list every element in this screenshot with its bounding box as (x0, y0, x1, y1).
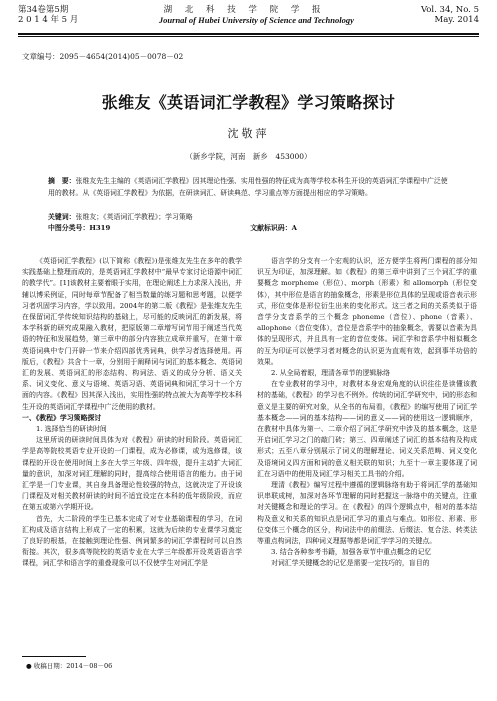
volume-issue-cn: 第34卷第5期 (18, 5, 69, 15)
paragraph: 语言学的分支有一个宏观的认识，还方便学生将两门课程的部分知识互为印证，加深理解。如《教程》的第三章中讲到了三个词汇学的重要概念 morpheme（形位）、morph（形素）和 allomorph（形位变体），其中形位是语言的抽象概念，形素是形位具体的呈现或语音表示形式，形位变体是形位衍生出来的变化形式。这三者之间的关系类似于语音学分支音系学的三个概念 phoneme（音位）、phone（音素）、allophone（音位变体），音位是音系学中的抽象概念，需要以音素为具体的呈现形式，并且具有一定的音位变体。词汇学和音系学中相似概念的互为印证可以使学习者对概念的认识更为直观有效，起到事半功倍的效果。 (257, 257, 477, 366)
paragraph: 在专业教材的学习中，对教材本身宏观角度的认识往往是读懂该教材的基础，《教程》的学习也不例外。传统的词汇学研究中，词的形态和意义是主要的研究对象，从全书的布局看，《教程》的编写使用了词汇学基本概念——词的基本结构——词的意义——词的使用这一逻辑顺序，在教材中具体为第一、二章介绍了词汇学研究中涉及的基本概念，这是开启词汇学习之门的敲门砖；第三、四章阐述了词汇的基本结构及构成形式；五至八章分别展示了词义的理解理论、词义关系范畴、词义变化及语境词义四方面和词的意义相关联的知识；九至十一章主要体现了词汇在习语中的使用及词汇学习相关工具书的介绍。 (257, 380, 477, 478)
abstract-text: 张维友先生主编的《英语词汇学教程》因其理论性强、实用性强的特征成为高等学校本科生开设的英语词汇学课程中广泛使用的教材。从《英语词汇学教程》为依据，在研读词汇、研读典范、学习重点等方面提出相应的学习策略。 (48, 177, 448, 197)
article-number: 文章编号：2095－4654(2014)05－0078－02 (22, 52, 184, 61)
section-heading: 3. 结合各种参考书籍，加强各章节中重点概念的记忆 (271, 548, 432, 557)
section-heading: 一、《教程》学习策略探讨 (22, 413, 102, 422)
paragraph: 《英语词汇学教程》(以下简称《教程》)是张维友先生在多年的教学实践基础上整理而成的，是英语词汇学教材中“最早专家讨论语源中词汇的教学代”。[1]该教材主要着眼于实用，在理论阐述上力求深入浅出，并辅以博采例证，同时每章节配备了相当数量的练习题和思考题，以便学习者巩固学习内容，学以致用。2004年的第二版《教程》是张维友先生在保留词汇学传统知识结构的基础上，尽可能的反映词汇的新发展，将本学科新的研究成果融入教材，把原版第二章增写词节用于阐述当代英语的特征和发展趋势，第三章中的部分内容独立成章并重写，在第十章英语词典中专门开辟一节来介绍四部优秀词典，供学习者选择使用。再版后，《教程》共含十一章，分别用于阐释词与词汇的基本概念、英语词汇的发展、英语词汇的形态结构、构词法、语义的成分分析、语义关系、词义变化、意义与语境、英语习语、英语词典和词汇学习十一个方面的内容。《教程》因其深入浅出，实用性强的特点被大为高等学校本科生开设的英语词汇学课程中广泛使用的教材。 (22, 257, 242, 411)
paragraph: 对词汇学关键概念的记忆是需要一定技巧的，盲目的 (271, 559, 430, 568)
document-code: 文献标识码：A (250, 224, 297, 232)
section-heading: 1. 选择恰当的研读时间 (36, 425, 107, 434)
header-rule-thick (18, 33, 479, 35)
abstract-label: 摘 要： (48, 177, 76, 185)
classification-line (48, 223, 449, 234)
section-heading: 2. 从全局着眼，理清各章节的逻辑脉络 (271, 369, 391, 378)
clc-number: 中图分类号：H319 (48, 224, 111, 232)
date-cn: 2 0 1 4 年 5 月 (18, 15, 79, 25)
running-header (18, 0, 479, 40)
volume-issue-en: Vol. 34, No. 5 (420, 5, 479, 15)
abstract (48, 176, 449, 199)
author-name: 沈敬萍 (227, 127, 270, 140)
keywords-label: 关键词： (48, 213, 76, 221)
footnote-rule (22, 656, 86, 657)
body-column-right (257, 256, 477, 570)
journal-name-en: Journal of Hubei University of Science and Technology (158, 15, 354, 25)
journal-name-cn: 湖 北 科 技 学 院 学 报 (163, 5, 326, 15)
paragraph: 首先，大二阶段的学生已基本完成了对专业基础课程的学习，在词汇构成及语言结构上形成了一定的积累，这就为后续的专业课学习奠定了良好的根基，在接触到理论性强、例词繁多的词汇学课程时可以自然衔接。其次，很多高等院校的英语专业在大学三年级都开设英语语言学课程，词汇学和语言学的重叠现象可以不仅使学生对词汇学是 (22, 514, 242, 568)
keywords-text: 张维友；《英语词汇学教程》；学习策略 (75, 213, 193, 221)
author-affiliation: （新乡学院，河南 新乡 453000） (185, 152, 312, 161)
paper-title: 张维友《英语词汇学教程》学习策略探讨 (101, 93, 396, 112)
paragraph: 理清《教程》编写过程中遵循的逻辑脉络有助于将词汇学的基础知识串联成树，加深对各环节理解的同时把握这一脉络中的关键点，注重对关键概念和理论的学习。在《教程》的四个逻辑点中，相对的基本结构及意义和关系的知识点是词汇学习的重点与难点。如形位、形素、形位变体三个概念的区分，构词法中的前缀法、后缀法、复合法、转类法等重点构词法，四种词义理据等都是词汇学学习的关键点。 (257, 481, 477, 546)
keywords (48, 212, 449, 223)
header-rule-thin (18, 36, 479, 37)
body-column-left (22, 256, 242, 570)
paragraph: 这里所说的研读时间具体为对《教程》研读的时间阶段。英语词汇学是高等院校英语专业开设的一门课程，成为必修课，或为选修课，该课程的开设在使用时间上多在大学三年级、四年级，提升主动扩大词汇量的意识，加深对词汇理解的同时，提高综合使用语言的能力。由于词汇学是一门专业课，其自身具备理论性较强的特点，这就决定了开设该门课程及对相关教材研读的时间不适宜设定在本科的低年级阶段，而应在第五或第六学期开设。 (22, 436, 242, 512)
received-date-footnote: ● 收稿日期：2014－08－06 (26, 662, 113, 670)
date-en: May. 2014 (434, 15, 479, 25)
